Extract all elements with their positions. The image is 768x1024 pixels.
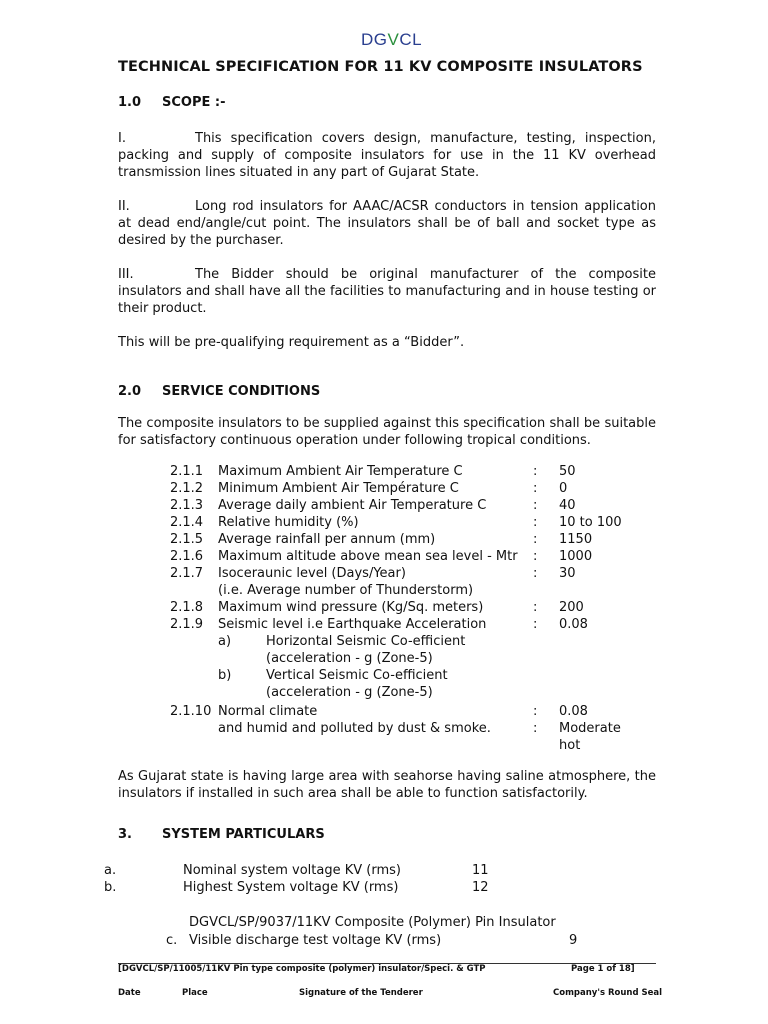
- scope-item-1: I. This specification covers design, manufacture, testing, inspection, packing and supply of composite insulators for use in the 11 KV overhead transmission lines situated in any part of Gujarat State.: [118, 131, 656, 180]
- footer-reference: [DGVCL/SP/11005/11KV Pin type composite (polymer) insulator/Speci. & GTP: [118, 964, 486, 974]
- footer-signature: Signature of the Tenderer: [299, 988, 423, 998]
- document-reference: DGVCL/SP/9037/11KV Composite (Polymer) Pin Insulator: [189, 915, 556, 930]
- system-particulars-table: a. Nominal system voltage KV (rms) 11 b. Highest System voltage KV (rms) 12 DGVCL/SP/9037/11KV Composite (Polymer) Pin Insulator c. Visible discharge test voltage KV (rms) 9: [104, 863, 578, 948]
- footer-page: Page 1 of 18]: [571, 964, 635, 974]
- section-1-number: 1.0: [118, 95, 142, 110]
- service-conditions-table: 2.1.1 Maximum Ambient Air Temperature C : 50 2.1.2 Minimum Ambient Air Température C : 0 2.1.3 Average daily ambient Air Temperature C : 40 2.1.4 Relative humidity (%) : 10 to 100 2.1.5 Average rainfall per annum (mm) : 1150 2.1.6 Maximum altitude above mean sea level - Mtr : 1000 2.1.7 Isoceraunic level (Days/Year) : 30 (i.e. Average number of Thunderstorm) 2.1.8 Maximum wind pressure (Kg/Sq. meters) : 200 2.1.9 Seismic level i.e Earthquake Acceleration : 0.08 a) Horizontal Seismic Co-efficient (acceleration - g (Zone-5) b) Vertical Seismic Co-efficient (acceleration - g (Zone-5) 2.1.10 Normal climate : 0.08 and humid and polluted by dust & smoke. : Moderate hot: [170, 464, 622, 753]
- scope-note: This will be pre-qualifying requirement as a “Bidder”.: [118, 335, 465, 350]
- service-closing: As Gujarat state is having large area with seahorse having saline atmosphere, the insulators if installed in such area shall be able to function satisfactorily.: [118, 769, 656, 801]
- scope-item-2: II. Long rod insulators for AAAC/ACSR conductors in tension application at dead end/angle/cut point. The insulators shall be of ball and socket type as desired by the purchaser.: [118, 199, 656, 248]
- section-2-heading: SERVICE CONDITIONS: [162, 384, 321, 399]
- footer-seal: Company's Round Seal: [553, 988, 663, 998]
- footer-date: Date: [118, 988, 141, 998]
- company-logo: DGVCL: [361, 30, 423, 49]
- footer-rule: [118, 963, 656, 964]
- section-2-number: 2.0: [118, 384, 142, 399]
- section-1-heading: SCOPE :-: [162, 95, 226, 110]
- service-intro: The composite insulators to be supplied against this specification shall be suitable for satisfactory continuous operation under following tropical conditions.: [118, 416, 656, 448]
- footer-place: Place: [182, 988, 208, 998]
- scope-item-3: III. The Bidder should be original manufacturer of the composite insulators and shall have all the facilities to manufacturing and in house testing or their product.: [118, 267, 656, 316]
- section-3-number: 3.: [118, 827, 132, 842]
- section-3-heading: SYSTEM PARTICULARS: [162, 827, 325, 842]
- document-title: TECHNICAL SPECIFICATION FOR 11 KV COMPOSITE INSULATORS: [118, 59, 643, 75]
